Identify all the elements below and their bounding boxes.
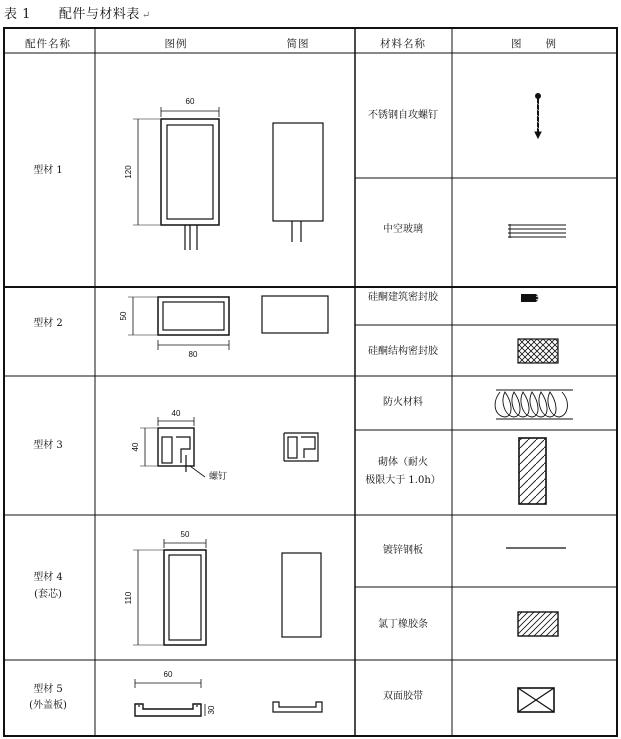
profile-1-drawing	[133, 107, 219, 250]
material-name-9: 双面胶带	[383, 691, 423, 702]
material-name-1: 不锈钢自攻螺钉	[368, 110, 438, 121]
material-name-4: 硅酮结构密封胶	[368, 346, 438, 357]
fire-insulation-icon	[495, 390, 573, 419]
sealant-bead-icon	[521, 294, 540, 302]
dim-height-5: 30	[207, 705, 216, 715]
header-drawing: 图例	[164, 38, 188, 50]
header-part-name: 配件名称	[25, 38, 71, 50]
header-sketch: 简图	[286, 38, 310, 50]
material-name-2: 中空玻璃	[383, 224, 423, 235]
header-material-name: 材料名称	[380, 38, 426, 50]
profile-1-sketch	[273, 123, 323, 242]
profile-4-drawing	[133, 539, 206, 645]
material-name-6a: 砌体（耐火	[378, 457, 428, 468]
screw-callout: 螺钉	[208, 472, 228, 482]
hollow-glass-icon	[508, 224, 566, 238]
dim-height-4: 110	[124, 591, 133, 605]
paragraph-mark: ↵	[141, 10, 151, 21]
material-name-8: 氯丁橡胶条	[378, 619, 428, 630]
material-name-7: 镀锌钢板	[383, 545, 423, 556]
dim-height-3: 40	[131, 442, 140, 452]
profile-2-sketch	[262, 296, 328, 333]
profile-3-drawing	[140, 417, 205, 477]
part-name-1: 型材 1	[33, 165, 63, 176]
part-name-3: 型材 3	[33, 440, 63, 451]
crosshatch-icon	[518, 339, 558, 363]
part-name-2: 型材 2	[33, 318, 63, 329]
material-name-6b: 极限大于 1.0h）	[365, 475, 441, 486]
profile-4-sketch	[282, 553, 321, 637]
table-title: 配件与材料表	[58, 7, 140, 22]
part-sub-4: (套芯)	[34, 589, 62, 600]
profile-5-sketch	[273, 702, 322, 712]
header-material-legend: 图 例	[511, 38, 557, 50]
screw-icon	[535, 94, 541, 139]
dim-width-5: 60	[163, 670, 173, 679]
dim-width-1: 60	[185, 97, 195, 106]
dim-height-1: 120	[124, 165, 133, 179]
dim-width-3: 40	[171, 409, 181, 418]
part-name-5: 型材 5	[33, 684, 63, 695]
material-name-3: 硅酮建筑密封胶	[368, 292, 438, 303]
profile-5-drawing	[135, 679, 205, 716]
part-name-4: 型材 4	[33, 572, 63, 583]
rubber-strip-icon	[518, 612, 558, 636]
profile-2-drawing	[128, 297, 229, 350]
dim-height-2: 50	[119, 311, 128, 321]
part-sub-5: (外盖板)	[29, 700, 67, 711]
dim-width-4: 50	[180, 530, 190, 539]
masonry-hatch-icon	[519, 438, 546, 504]
dim-width-2: 80	[188, 350, 198, 359]
table-number: 表 1	[4, 7, 31, 22]
tape-x-icon	[518, 688, 554, 712]
profile-3-sketch	[284, 433, 318, 461]
material-name-5: 防火材料	[383, 397, 423, 408]
